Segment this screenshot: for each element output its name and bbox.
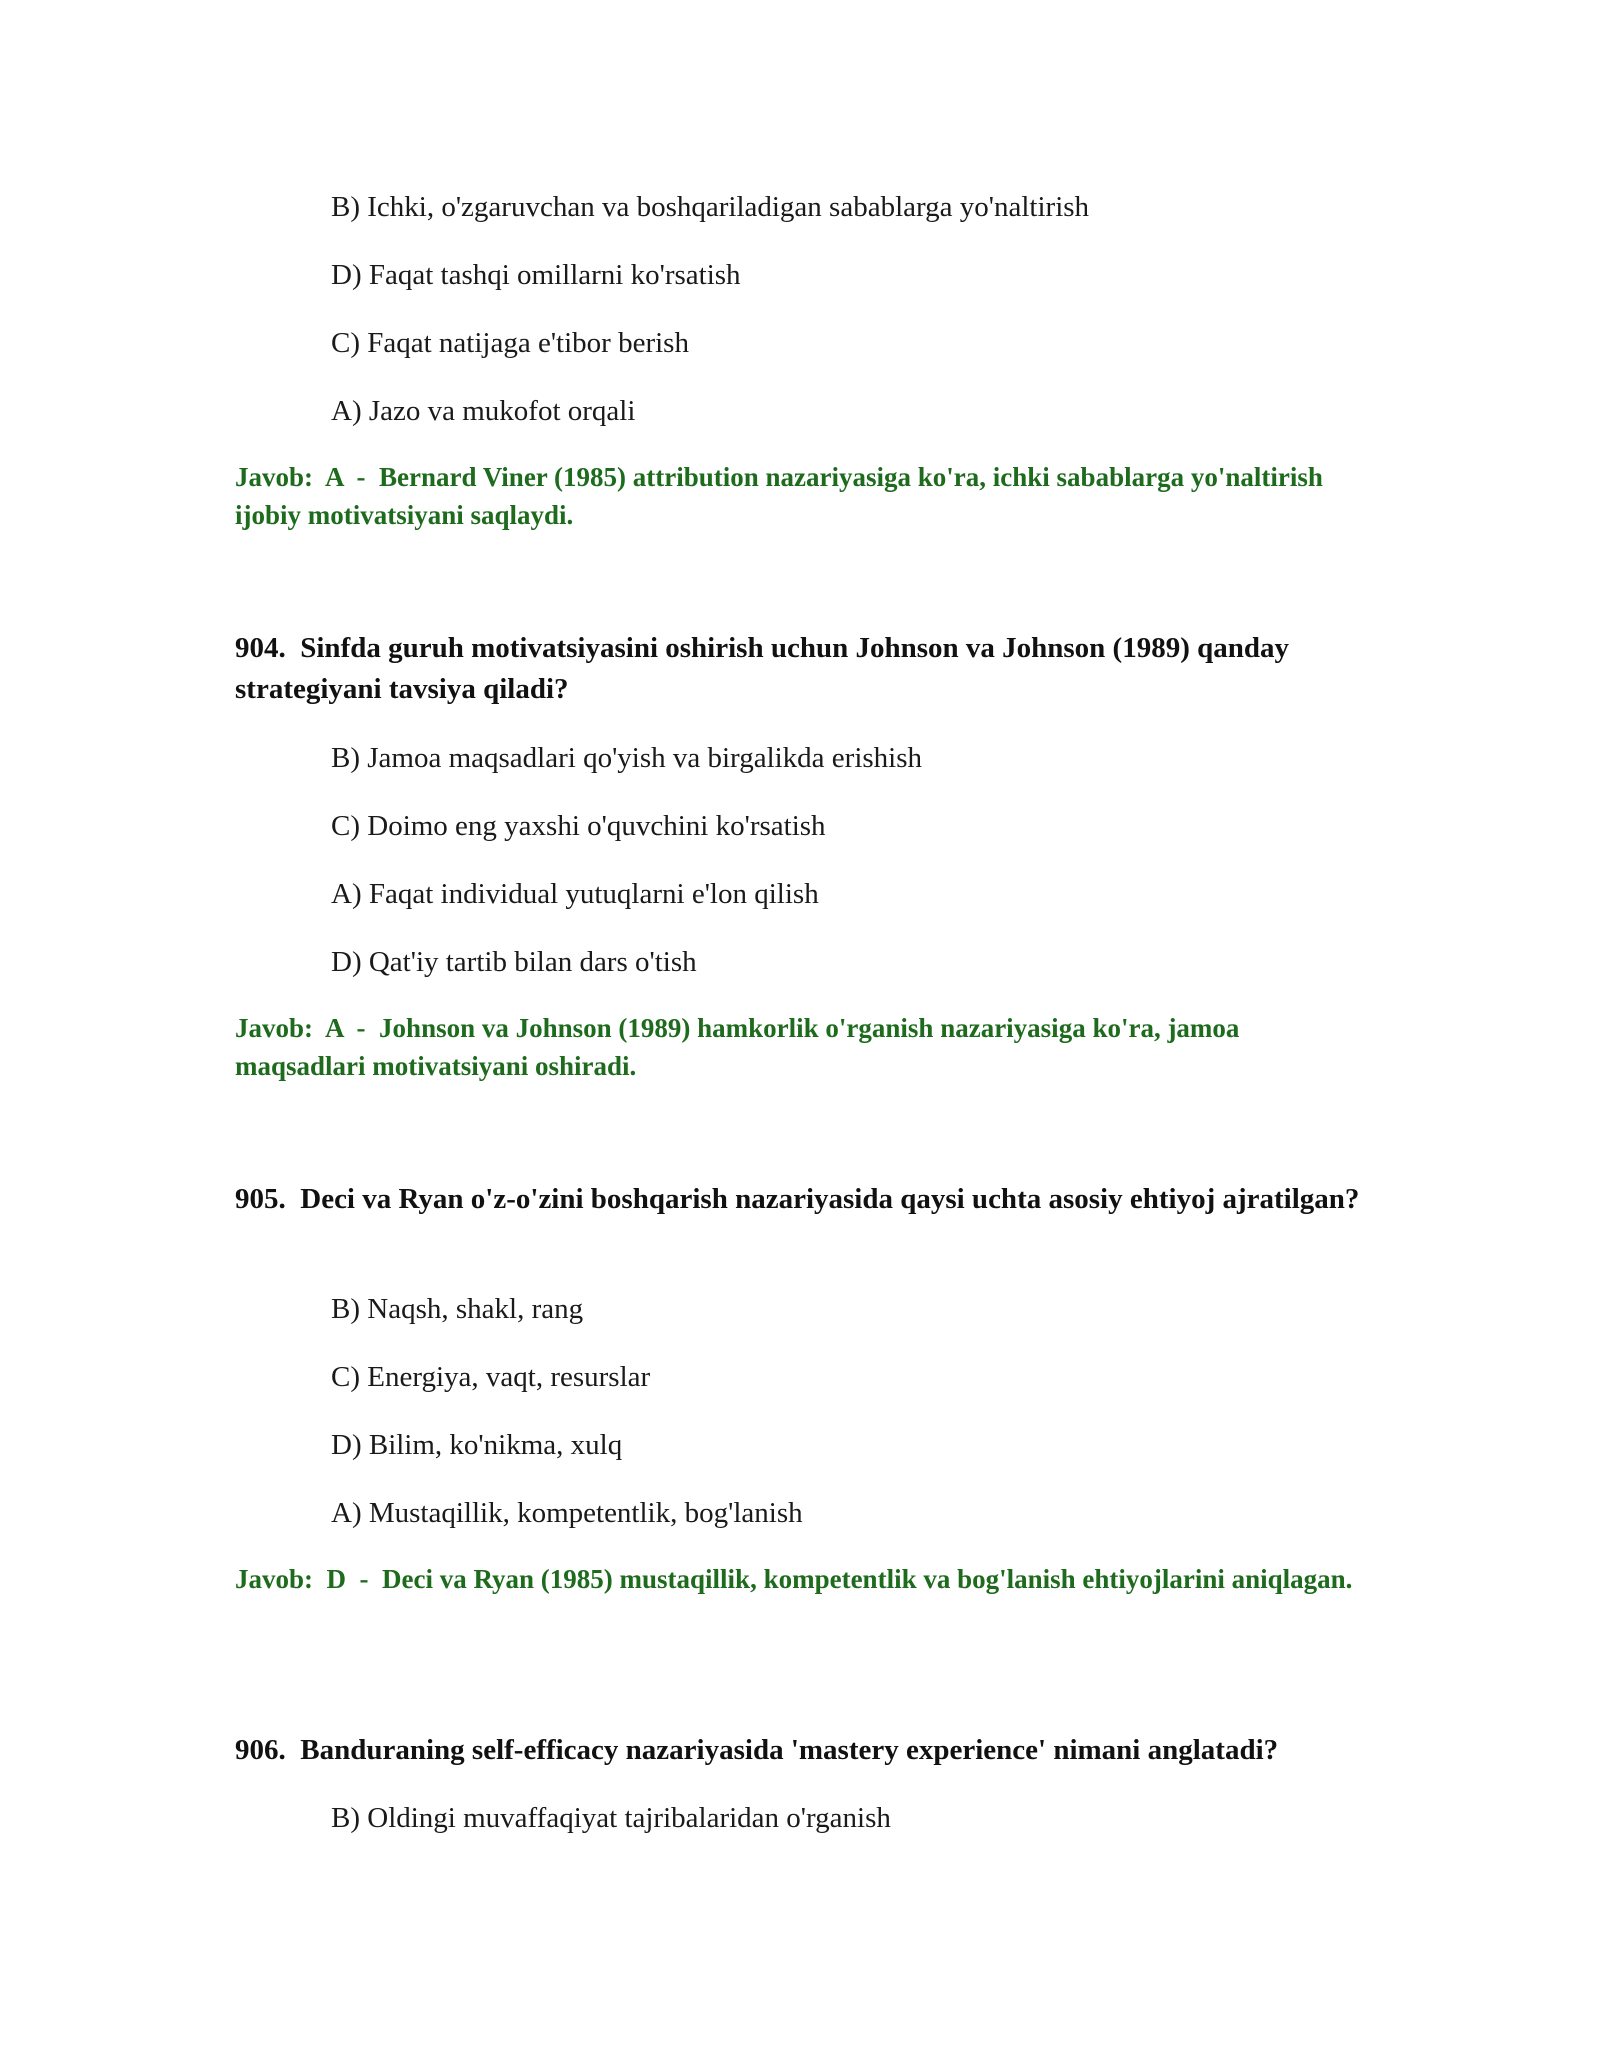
- option-item: D) Qat'iy tartib bilan dars o'tish: [331, 946, 697, 978]
- answer-line: [235, 1560, 1375, 1598]
- answer-explanation: Deci va Ryan (1985) mustaqillik, kompetentlik va bog'lanish ehtiyojlarini aniqlagan.: [382, 1564, 1353, 1594]
- option-item: C) Doimo eng yaxshi o'quvchini ko'rsatish: [331, 810, 826, 842]
- option-item: D) Faqat tashqi omillarni ko'rsatish: [331, 259, 741, 291]
- question-905: [235, 1179, 1395, 1220]
- option-item: A) Faqat individual yutuqlarni e'lon qilish: [331, 878, 819, 910]
- answer-prefix: Javob:: [235, 462, 314, 492]
- answer-letter: A: [325, 1013, 344, 1043]
- answer-line: [235, 458, 1375, 534]
- answer-prefix: Javob:: [235, 1564, 314, 1594]
- option-item: C) Energiya, vaqt, resurslar: [331, 1361, 651, 1393]
- question-text: Banduraning self-efficacy nazariyasida 'mastery experience' nimani anglatadi?: [300, 1734, 1279, 1766]
- option-item: A) Jazo va mukofot orqali: [331, 395, 636, 427]
- question-904: [235, 628, 1395, 710]
- answer-letter: A: [325, 462, 344, 492]
- question-number: 906.: [235, 1734, 286, 1766]
- question-text: Deci va Ryan o'z-o'zini boshqarish nazariyasida qaysi uchta asosiy ehtiyoj ajratilgan?: [300, 1183, 1360, 1215]
- answer-prefix: Javob:: [235, 1013, 314, 1043]
- option-item: B) Ichki, o'zgaruvchan va boshqariladigan sabablarga yo'naltirish: [331, 191, 1090, 223]
- option-item: B) Jamoa maqsadlari qo'yish va birgalikda erishish: [331, 742, 923, 774]
- question-number: 905.: [235, 1183, 286, 1215]
- option-item: A) Mustaqillik, kompetentlik, bog'lanish: [331, 1497, 803, 1529]
- option-item: D) Bilim, ko'nikma, xulq: [331, 1429, 623, 1461]
- answer-explanation: Johnson va Johnson (1989) hamkorlik o'rganish nazariyasiga ko'ra, jamoa maqsadlari motivatsiyani oshiradi.: [235, 1013, 1240, 1081]
- answer-dash: -: [359, 1564, 369, 1594]
- answer-dash: -: [356, 1013, 366, 1043]
- question-number: 904.: [235, 632, 286, 664]
- option-item: B) Oldingi muvaffaqiyat tajribalaridan o'rganish: [331, 1802, 891, 1834]
- question-text: Sinfda guruh motivatsiyasini oshirish uchun Johnson va Johnson (1989) qanday strategiyani tavsiya qiladi?: [235, 632, 1289, 705]
- answer-dash: -: [356, 462, 366, 492]
- question-906: [235, 1730, 1395, 1771]
- answer-explanation: Bernard Viner (1985) attribution nazariyasiga ko'ra, ichki sabablarga yo'naltirish ijobiy motivatsiyani saqlaydi.: [235, 462, 1323, 530]
- option-item: B) Naqsh, shakl, rang: [331, 1293, 584, 1325]
- option-item: C) Faqat natijaga e'tibor berish: [331, 327, 689, 359]
- answer-line: [235, 1009, 1375, 1085]
- answer-letter: D: [326, 1564, 347, 1594]
